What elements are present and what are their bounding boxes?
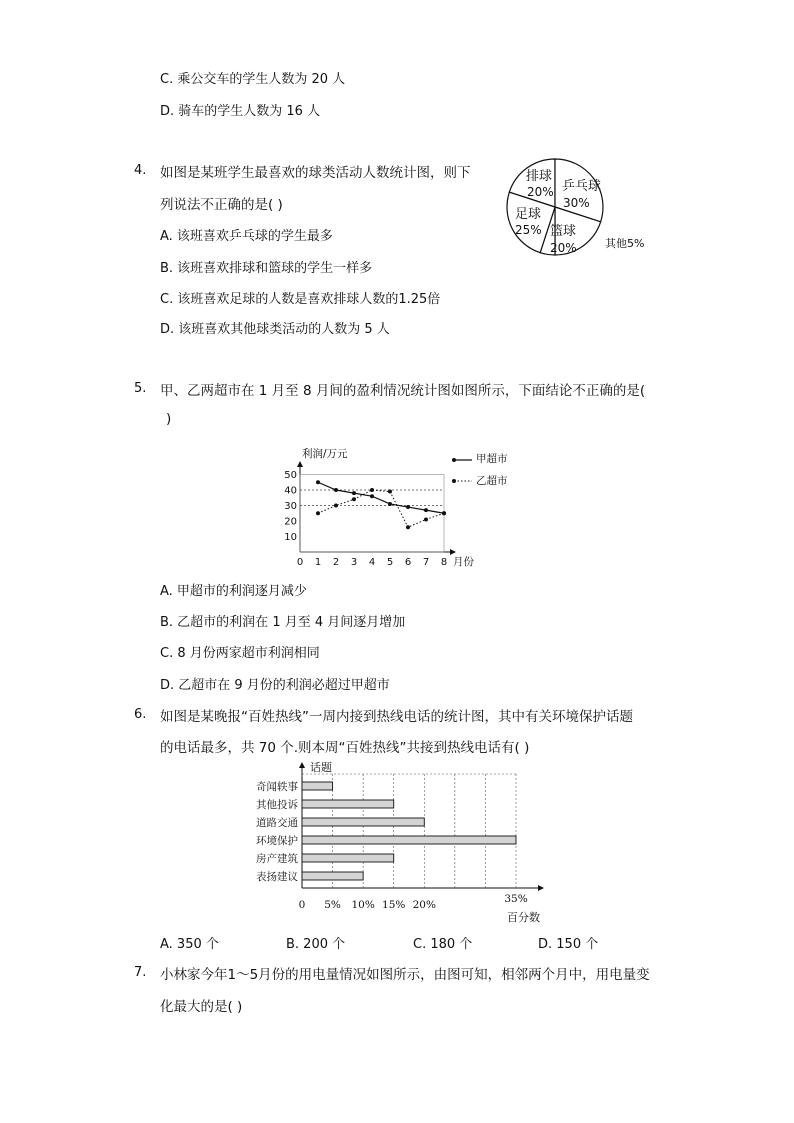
q6-option-c: C. 180 个: [413, 937, 473, 952]
q5-option-c: C. 8 月份两家超市利润相同: [160, 646, 320, 661]
q6-number: 6.: [134, 707, 147, 722]
line-chart-x-arrow: [450, 549, 456, 555]
pie-label-football: 足球: [515, 207, 542, 222]
bar-chart-xtick: 20%: [412, 899, 436, 911]
line-chart-ytick: 20: [284, 516, 297, 528]
q4-option-b: B. 该班喜欢排球和篮球的学生一样多: [160, 261, 373, 276]
legend-series-b: 乙超市: [476, 475, 508, 487]
pie-label-pingpong-pct: 30%: [563, 196, 590, 210]
bar-category-label: 环境保护: [256, 835, 298, 847]
q5-option-b: B. 乙超市的利润在 1 月至 4 月间逐月增加: [160, 615, 406, 630]
q5-stem-line2: ): [166, 411, 172, 427]
bar-chart-y-arrow: [299, 762, 305, 768]
line-point-b: [316, 511, 320, 515]
q4-number: 4.: [134, 163, 147, 178]
pie-label-football-pct: 25%: [515, 223, 542, 237]
legend-dot-a: [452, 458, 456, 462]
line-point-b: [370, 488, 374, 492]
line-chart-frame: [300, 475, 444, 553]
line-point-a: [316, 480, 320, 484]
line-chart-xtick: 4: [368, 557, 376, 568]
q6-option-a: A. 350 个: [160, 937, 219, 952]
line-chart-xtick: 3: [350, 557, 358, 568]
bar-chart-xlabel: 百分数: [507, 911, 540, 924]
line-chart-xlabel: 月份: [453, 556, 474, 568]
q5-number: 5.: [134, 381, 147, 396]
q7-stem-line1: 小林家今年1～5月份的用电量情况如图所示，由图可知，相邻两个月中，用电量变: [160, 967, 650, 983]
bar-2: [302, 818, 424, 826]
pie-label-volleyball: 排球: [526, 169, 553, 184]
q4-stem-line1: 如图是某班学生最喜欢的球类活动人数统计图，则下: [160, 165, 471, 181]
bar-chart-xtick: 0: [298, 899, 306, 911]
bar-category-label: 奇闻轶事: [256, 781, 298, 793]
line-chart-xtick: 1: [314, 557, 322, 568]
bar-category-label: 道路交通: [256, 817, 298, 829]
line-chart-xtick: 2: [332, 557, 340, 568]
bar-5: [302, 872, 363, 880]
line-chart-xtick: 8: [440, 557, 448, 568]
q5-option-d: D. 乙超市在 9 月份的利润必超过甲超市: [160, 678, 390, 693]
line-chart-xtick: 7: [422, 557, 430, 568]
line-point-b: [388, 490, 392, 494]
bar-1: [302, 800, 394, 808]
legend-series-a: 甲超市: [476, 453, 508, 465]
line-chart-ytick: 50: [284, 470, 297, 481]
q5-option-a: A. 甲超市的利润逐月减少: [160, 584, 307, 599]
line-chart-y-arrow: [297, 461, 303, 467]
line-point-b: [424, 517, 428, 521]
pie-chart: [500, 152, 670, 262]
bar-4: [302, 854, 394, 862]
line-point-b: [352, 497, 356, 501]
bar-0: [302, 782, 333, 790]
line-point-a: [424, 508, 428, 512]
line-point-b: [442, 511, 446, 515]
q4-option-d: D. 该班喜欢其他球类活动的人数为 5 人: [160, 322, 390, 337]
line-point-a: [334, 488, 338, 492]
pie-label-basketball: 篮球: [550, 224, 577, 239]
line-point-a: [388, 502, 392, 506]
bar-category-label: 表扬建议: [256, 871, 298, 883]
line-chart-xtick: 0: [296, 557, 304, 568]
q7-number: 7.: [134, 965, 147, 980]
q6-option-b: B. 200 个: [286, 937, 346, 952]
pie-label-basketball-pct: 20%: [550, 241, 577, 255]
bar-chart-xtick: 35%: [504, 893, 528, 905]
line-chart-ytick: 40: [284, 485, 297, 497]
bar-chart: [244, 758, 554, 928]
line-point-a: [370, 494, 374, 498]
line-chart-ytick: 10: [284, 532, 297, 543]
bar-3: [302, 836, 516, 844]
q4-option-c: C. 该班喜欢足球的人数是喜欢排球人数的1.25倍: [160, 292, 441, 307]
bar-category-label: 其他投诉: [256, 799, 298, 811]
q3-option-c: C. 乘公交车的学生人数为 20 人: [160, 72, 346, 87]
bar-chart-ylabel: 话题: [310, 761, 332, 774]
line-chart-ytick: 30: [284, 501, 297, 512]
legend-dot-b: [452, 479, 456, 483]
q6-stem-line1: 如图是某晚报“百姓热线”一周内接到热线电话的统计图，其中有关环境保护话题: [160, 709, 633, 725]
bar-chart-xtick: 5%: [324, 899, 341, 911]
pie-label-pingpong: 乒乓球: [562, 179, 602, 194]
q7-stem-line2: 化最大的是( ): [160, 999, 243, 1015]
line-point-a: [352, 491, 356, 495]
q6-option-d: D. 150 个: [538, 937, 599, 952]
bar-category-label: 房产建筑: [256, 853, 298, 865]
bar-chart-x-arrow: [538, 885, 544, 891]
line-point-b: [334, 504, 338, 508]
line-chart-xtick: 5: [386, 557, 394, 568]
q4-stem-line2: 列说法不正确的是( ): [160, 197, 283, 213]
pie-label-other: 其他5%: [605, 237, 645, 250]
q3-option-d: D. 骑车的学生人数为 16 人: [160, 104, 321, 119]
line-point-a: [406, 505, 410, 509]
line-chart-ylabel: 利润/万元: [302, 448, 348, 460]
pie-label-volleyball-pct: 20%: [527, 185, 554, 199]
line-point-b: [406, 525, 410, 529]
line-chart-xtick: 6: [404, 557, 412, 568]
bar-chart-xtick: 15%: [382, 899, 406, 911]
q5-stem-line1: 甲、乙两超市在 1 月至 8 月间的盈利情况统计图如图所示，下面结论不正确的是(: [160, 383, 646, 399]
line-chart: [280, 446, 520, 572]
bar-chart-xtick: 10%: [351, 899, 375, 911]
q6-stem-line2: 的电话最多，共 70 个.则本周“百姓热线”共接到热线电话有( ): [160, 740, 530, 756]
q4-option-a: A. 该班喜欢乒乓球的学生最多: [160, 229, 333, 244]
